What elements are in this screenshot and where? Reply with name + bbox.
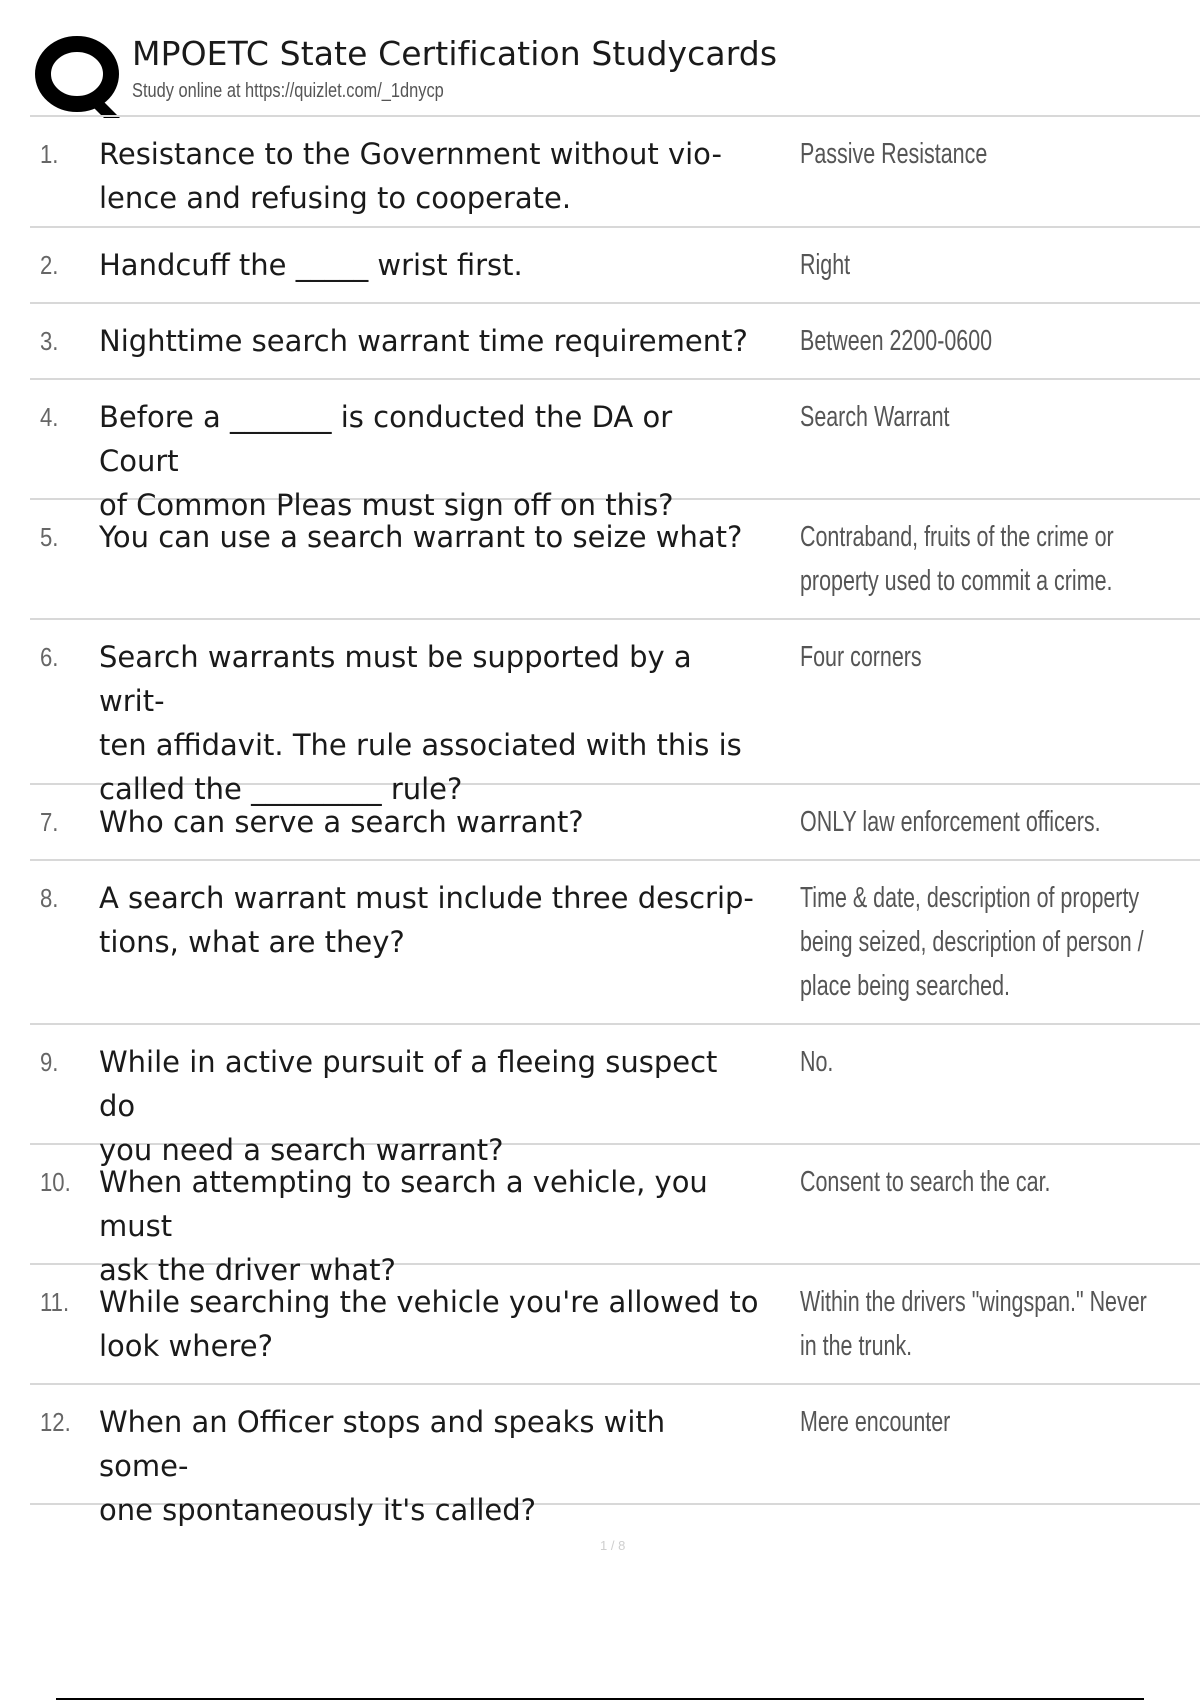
card-definition: Right [800, 249, 851, 281]
card-term: Before a _______ is conducted the DA or Court of Common Pleas must sign off on this? [99, 400, 674, 522]
card-definition: Passive Resistance [800, 138, 988, 170]
page-title: MPOETC State Certification Studycards [132, 34, 778, 73]
card-definition: No. [800, 1046, 834, 1078]
card-row [30, 304, 1200, 380]
card-term: Nighttime search warrant time requirement? [99, 324, 748, 358]
card-number: 10. [40, 1167, 71, 1197]
card-number: 6. [40, 642, 59, 672]
card-definition: Four corners [800, 641, 922, 673]
card-definition: Within the drivers "wingspan." Never in the trunk. [800, 1286, 1147, 1362]
card-number: 4. [40, 402, 59, 432]
card-term: Who can serve a search warrant? [99, 805, 584, 839]
card-definition: Time & date, description of property being seized, description of person / place being searched. [800, 882, 1144, 1002]
card-number: 9. [40, 1047, 59, 1077]
card-row [30, 861, 1200, 1025]
card-definition: Mere encounter [800, 1406, 951, 1438]
card-term: When an Officer stops and speaks with some- one spontaneously it's called? [99, 1405, 666, 1527]
card-row [30, 228, 1200, 304]
card-row [30, 117, 1200, 228]
card-term: When attempting to search a vehicle, you must ask the driver what? [99, 1165, 708, 1287]
card-definition: Contraband, fruits of the crime or property used to commit a crime. [800, 521, 1114, 597]
card-row [30, 500, 1200, 620]
card-number: 1. [40, 139, 59, 169]
card-term: Search warrants must be supported by a writ- ten affidavit. The rule associated with this is called the _________ rule? [99, 640, 742, 806]
card-number: 11. [40, 1287, 70, 1317]
card-term: While in active pursuit of a fleeing suspect do you need a search warrant? [99, 1045, 718, 1167]
card-row [30, 1385, 1200, 1527]
studycard-table [30, 115, 1200, 1527]
card-row [30, 1265, 1200, 1385]
card-definition: ONLY law enforcement officers. [800, 806, 1101, 838]
card-definition: Consent to search the car. [800, 1166, 1051, 1198]
page-header [30, 28, 1200, 114]
quizlet-logo-icon [32, 34, 138, 120]
card-number: 5. [40, 522, 59, 552]
card-term: You can use a search warrant to seize what? [99, 520, 743, 554]
card-row [30, 620, 1200, 806]
study-online-link[interactable]: Study online at https://quizlet.com/_1dnycp [132, 80, 444, 102]
card-row [30, 1025, 1200, 1167]
card-row [30, 785, 1200, 861]
card-number: 3. [40, 326, 59, 356]
card-number: 8. [40, 883, 59, 913]
card-row [30, 1145, 1200, 1287]
page-number: 1 / 8 [600, 1538, 626, 1553]
card-number: 7. [40, 807, 59, 837]
card-row [30, 380, 1200, 522]
card-term: Resistance to the Government without vio- lence and refusing to cooperate. [99, 137, 722, 215]
card-definition: Search Warrant [800, 401, 950, 433]
card-term: While searching the vehicle you're allowed to look where? [99, 1285, 759, 1363]
card-definition: Between 2200-0600 [800, 325, 993, 357]
card-term: A search warrant must include three descrip- tions, what are they? [99, 881, 754, 959]
card-term: Handcuff the _____ wrist first. [99, 248, 523, 282]
card-number: 12. [40, 1407, 71, 1437]
card-number: 2. [40, 250, 59, 280]
